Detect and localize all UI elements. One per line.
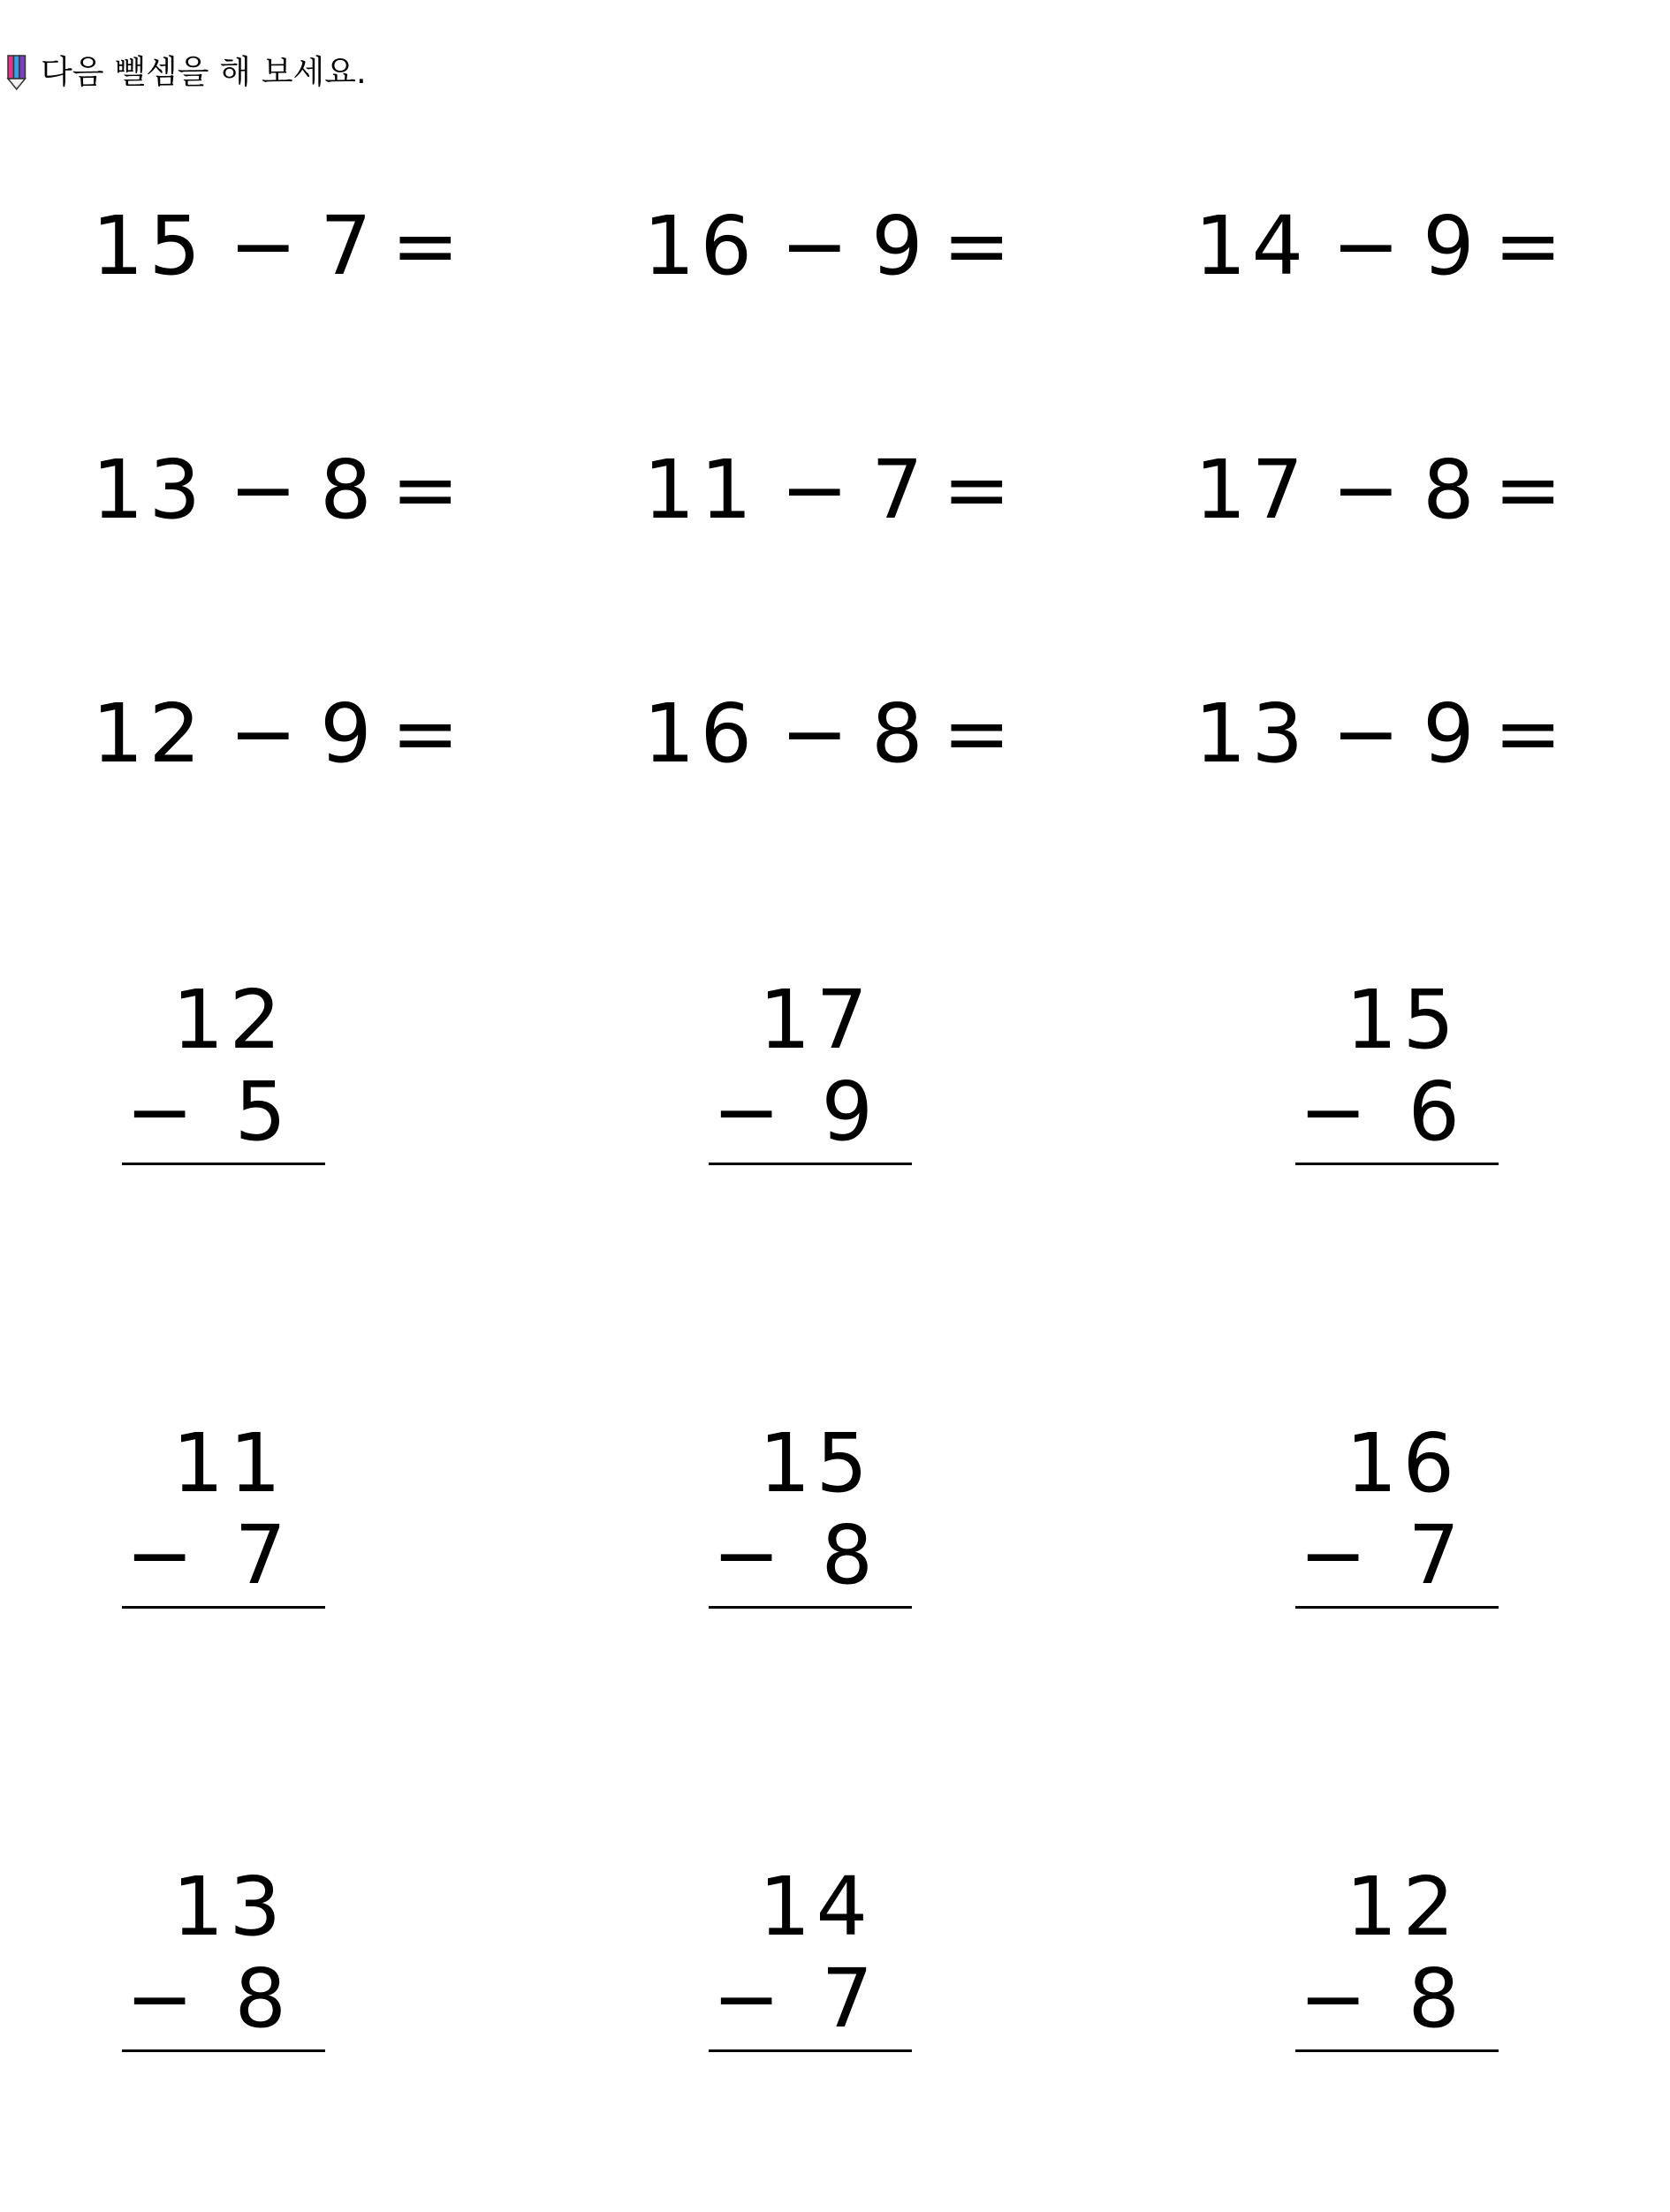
minuend: 14: [758, 1860, 873, 1954]
minus-sign: −: [125, 1508, 194, 1602]
minus-sign: −: [229, 443, 298, 537]
answer-line: [122, 1163, 325, 1165]
horizontal-problem: [92, 442, 459, 539]
horizontal-problem: [1195, 198, 1562, 295]
minuend: 15: [92, 199, 207, 293]
equals-sign: =: [1493, 199, 1562, 293]
subtrahend: 7: [871, 443, 923, 537]
vertical-problem: [1295, 1415, 1499, 1618]
answer-line: [122, 1606, 325, 1609]
answer-line: [1295, 1606, 1499, 1609]
subtrahend: 7: [1408, 1508, 1460, 1602]
vertical-problem: [122, 972, 325, 1175]
equals-sign: =: [391, 443, 459, 537]
horizontal-problem: [643, 198, 1011, 295]
subtrahend: 7: [234, 1508, 286, 1602]
vertical-problem: [122, 1415, 325, 1618]
minuend: 16: [643, 686, 758, 781]
minuend: 15: [1345, 973, 1460, 1067]
subtrahend: 7: [320, 199, 372, 293]
minus-sign: −: [1299, 1064, 1368, 1159]
subtrahend: 9: [320, 686, 372, 781]
subtrahend: 7: [821, 1951, 873, 2046]
minuend: 11: [643, 443, 758, 537]
minus-sign: −: [125, 1951, 194, 2046]
subtrahend: 8: [871, 686, 923, 781]
answer-line: [709, 2049, 912, 2052]
answer-line: [1295, 1163, 1499, 1165]
minus-sign: −: [712, 1064, 781, 1159]
answer-line: [709, 1163, 912, 1165]
vertical-problem: [122, 1859, 325, 2062]
minuend: 13: [171, 1860, 286, 1954]
minus-sign: −: [1299, 1951, 1368, 2046]
minuend: 11: [171, 1416, 286, 1511]
minuend: 12: [1345, 1860, 1460, 1954]
answer-line: [1295, 2049, 1499, 2052]
minus-sign: −: [780, 443, 849, 537]
minuend: 16: [1345, 1416, 1460, 1511]
minus-sign: −: [780, 199, 849, 293]
equals-sign: =: [391, 686, 459, 781]
vertical-problem: [709, 1415, 912, 1618]
subtrahend: 8: [234, 1951, 286, 2046]
subtrahend: 9: [1423, 686, 1475, 781]
minus-sign: −: [1299, 1508, 1368, 1602]
vertical-problem: [1295, 1859, 1499, 2062]
subtrahend: 5: [234, 1064, 286, 1159]
minus-sign: −: [1332, 686, 1401, 781]
subtrahend: 9: [1423, 199, 1475, 293]
horizontal-problem: [92, 198, 459, 295]
instruction-text: 다음 뺄셈을 해 보세요.: [41, 53, 367, 91]
equals-sign: =: [391, 199, 459, 293]
subtrahend: 8: [320, 443, 372, 537]
minuend: 15: [758, 1416, 873, 1511]
subtrahend: 6: [1408, 1064, 1460, 1159]
horizontal-problem: [92, 686, 459, 783]
horizontal-problem: [643, 686, 1011, 783]
minuend: 12: [92, 686, 207, 781]
equals-sign: =: [942, 199, 1011, 293]
instruction: [5, 51, 367, 94]
minus-sign: −: [1332, 443, 1401, 537]
equals-sign: =: [942, 443, 1011, 537]
vertical-problem: [709, 1859, 912, 2062]
subtrahend: 9: [871, 199, 923, 293]
minuend: 14: [1195, 199, 1309, 293]
horizontal-problem: [1195, 686, 1562, 783]
minus-sign: −: [1332, 199, 1401, 293]
minus-sign: −: [712, 1508, 781, 1602]
subtrahend: 8: [1408, 1951, 1460, 2046]
answer-line: [122, 2049, 325, 2052]
minuend: 12: [171, 973, 286, 1067]
minus-sign: −: [780, 686, 849, 781]
minus-sign: −: [712, 1951, 781, 2046]
vertical-problem: [709, 972, 912, 1175]
equals-sign: =: [1493, 686, 1562, 781]
minuend: 17: [758, 973, 873, 1067]
subtrahend: 8: [821, 1508, 873, 1602]
answer-line: [709, 1606, 912, 1609]
pencil-icon: [5, 54, 28, 91]
minuend: 17: [1195, 443, 1309, 537]
minus-sign: −: [229, 686, 298, 781]
subtrahend: 9: [821, 1064, 873, 1159]
vertical-problem: [1295, 972, 1499, 1175]
horizontal-problem: [1195, 442, 1562, 539]
minus-sign: −: [125, 1064, 194, 1159]
subtrahend: 8: [1423, 443, 1475, 537]
minus-sign: −: [229, 199, 298, 293]
minuend: 13: [1195, 686, 1309, 781]
equals-sign: =: [942, 686, 1011, 781]
minuend: 16: [643, 199, 758, 293]
equals-sign: =: [1493, 443, 1562, 537]
horizontal-problem: [643, 442, 1011, 539]
minuend: 13: [92, 443, 207, 537]
